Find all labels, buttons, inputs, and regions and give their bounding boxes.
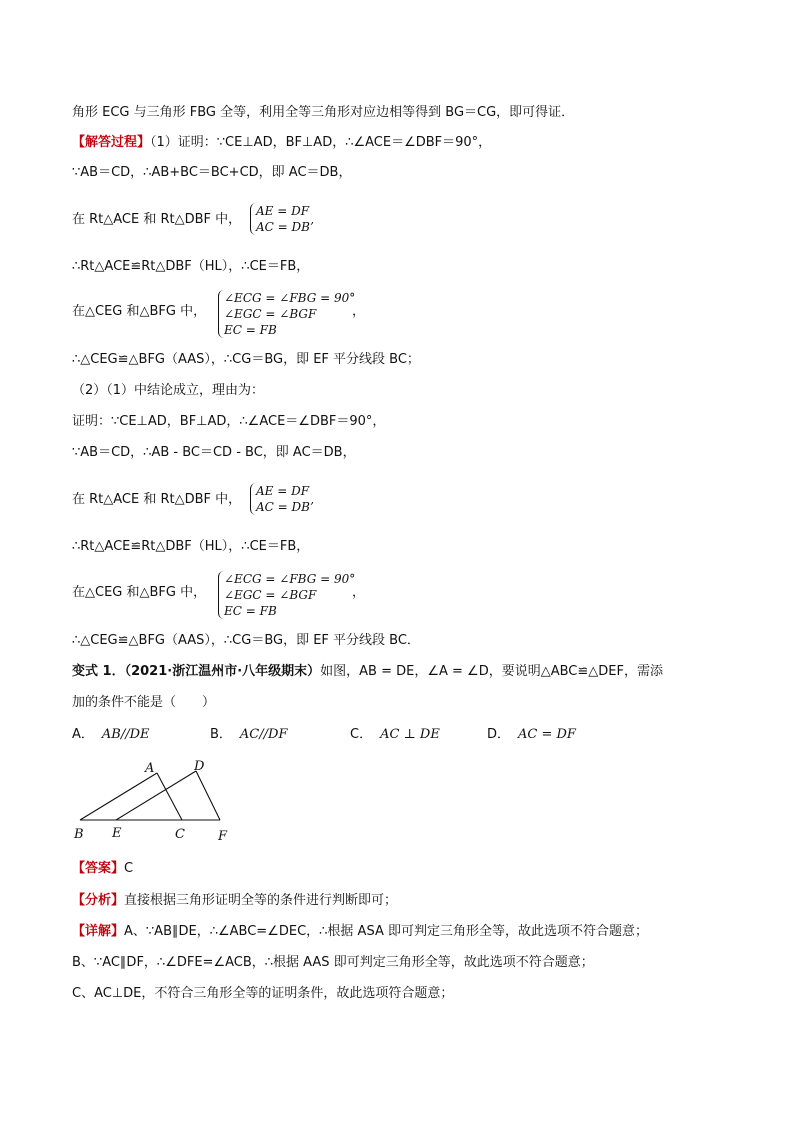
text-line: ∴△CEG≌△BFG（AAS），∴CG＝BG，即 EF 平分线段 BC； <box>72 352 420 367</box>
choice-math: AC ⊥ DE <box>380 727 440 742</box>
choice-letter: D． <box>487 727 511 742</box>
label-c: C <box>175 827 185 842</box>
text-line: ∵AB＝CD，∴AB+BC＝BC+CD，即 AC＝DB， <box>72 165 352 180</box>
equation: AE = DF <box>256 484 310 498</box>
choice-d <box>487 726 576 744</box>
analysis-heading: 【分析】 <box>72 893 125 908</box>
equation: EC = FB <box>224 323 277 337</box>
choice-a <box>72 726 150 744</box>
detail-heading: 【详解】 <box>72 924 125 939</box>
detail-b: B、∵AC∥DF，∴∠DFE=∠ACB，∴根据 AAS 即可判定三角形全等，故此选项不符合题意； <box>72 955 594 970</box>
answer-heading: 【答案】 <box>72 861 125 876</box>
equation: ∠EGC = ∠BGF <box>224 588 317 602</box>
choice-letter: B． <box>210 727 232 742</box>
detail-c: C、AC⊥DE，不符合三角形全等的证明条件，故此选项符合题意； <box>72 986 454 1001</box>
punctuation: ， <box>352 304 366 319</box>
text-line: 角形 ECG 与三角形 FBG 全等，利用全等三角形对应边相等得到 BG＝CG，即可得证． <box>72 105 575 120</box>
choice-math: AB//DE <box>101 727 150 742</box>
text: （1）证明：∵CE⊥AD，BF⊥AD，∴∠ACE＝∠DBF＝90°， <box>150 135 492 150</box>
problem-heading: 变式 1．（2021·浙江温州市·八年级期末） <box>72 664 321 679</box>
answer-line <box>72 860 133 878</box>
hl-intro-line: 在 Rt△ACE 和 Rt△DBF 中， <box>72 212 242 227</box>
choice-c <box>350 726 440 744</box>
choice-b <box>210 726 287 744</box>
answer-value: C <box>124 861 134 876</box>
equation: AC = DB’ <box>256 500 314 514</box>
label-b: B <box>74 827 84 842</box>
segment-ba <box>80 773 157 820</box>
equation: ∠ECG = ∠FBG = 90° <box>224 572 356 586</box>
problem-line <box>72 663 663 681</box>
solution-heading: 【解答过程】 <box>72 135 151 150</box>
aas-intro-line: 在△CEG 和△BFG 中， <box>72 585 207 600</box>
text-line: 证明：∵CE⊥AD，BF⊥AD，∴∠ACE＝∠DBF＝90°， <box>72 414 386 429</box>
hl-equation-system <box>250 483 314 515</box>
analysis-text: 直接根据三角形证明全等的条件进行判断即可； <box>124 893 398 908</box>
aas-equation-system <box>218 290 355 338</box>
detail-a: A、∵AB∥DE，∴∠ABC=∠DEC，∴根据 ASA 即可判定三角形全等，故此选项不符合题意； <box>124 924 648 939</box>
text-line: ∵AB＝CD，∴AB - BC＝CD - BC，即 AC＝DB， <box>72 445 356 460</box>
label-f: F <box>218 829 228 844</box>
equation: ∠ECG = ∠FBG = 90° <box>224 291 356 305</box>
choice-math: AC//DF <box>239 727 288 742</box>
equation: AC = DB’ <box>256 220 314 234</box>
segment-ed <box>116 771 196 820</box>
equation: AE = DF <box>256 204 310 218</box>
punctuation: ， <box>352 585 366 600</box>
segment-ac <box>157 773 182 820</box>
detail-line <box>72 923 648 941</box>
aas-intro-line: 在△CEG 和△BFG 中， <box>72 304 207 319</box>
solution-line <box>72 134 491 152</box>
choice-math: AC = DF <box>518 727 576 742</box>
triangle-figure <box>72 760 242 845</box>
choice-letter: A． <box>72 727 94 742</box>
hl-equation-system <box>250 203 314 235</box>
label-e: E <box>112 826 122 841</box>
problem-text: 如图，AB = DE，∠A = ∠D，要说明△ABC≌△DEF，需添 <box>320 664 663 679</box>
label-a: A <box>145 761 155 776</box>
text-line: （2）（1）中结论成立，理由为： <box>72 383 265 398</box>
hl-intro-line: 在 Rt△ACE 和 Rt△DBF 中， <box>72 492 242 507</box>
text-line: ∴Rt△ACE≌Rt△DBF（HL），∴CE＝FB， <box>72 539 310 554</box>
equation: ∠EGC = ∠BGF <box>224 307 317 321</box>
text-line: ∴△CEG≌△BFG（AAS），∴CG＝BG，即 EF 平分线段 BC． <box>72 633 420 648</box>
segment-df <box>196 771 220 820</box>
aas-equation-system <box>218 571 355 619</box>
label-d: D <box>194 760 205 774</box>
choice-letter: C． <box>350 727 373 742</box>
problem-line: 加的条件不能是（ ） <box>72 695 216 710</box>
text-line: ∴Rt△ACE≌Rt△DBF（HL），∴CE＝FB， <box>72 259 310 274</box>
equation: EC = FB <box>224 604 277 618</box>
analysis-line <box>72 892 397 910</box>
